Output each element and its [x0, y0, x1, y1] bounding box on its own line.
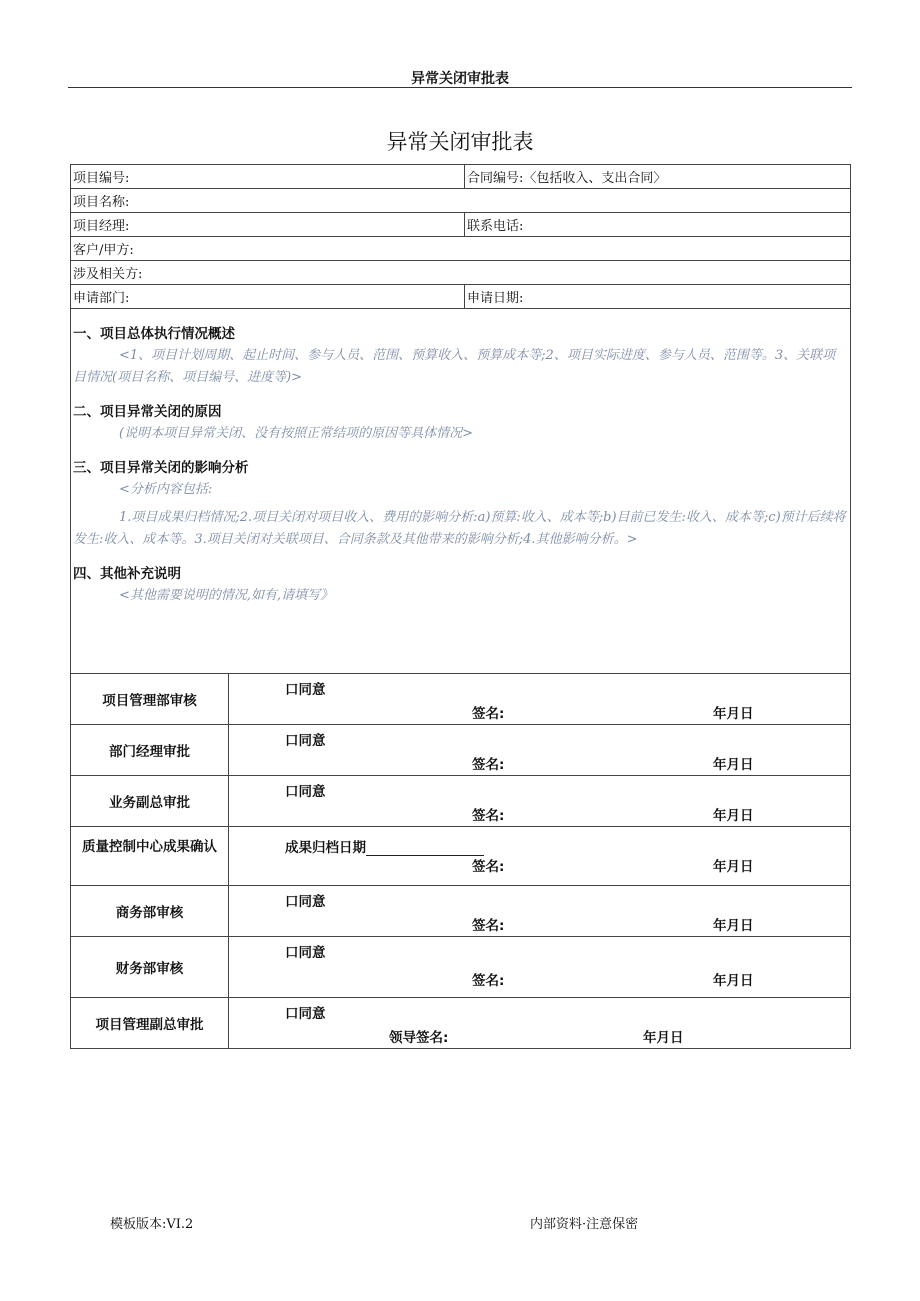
apply-dept-field[interactable]: 申请部门: [71, 285, 465, 309]
client-field[interactable]: 客户/甲方: [71, 237, 851, 261]
signature-label: 签名: [472, 973, 505, 989]
section-hint: (说明本项目异常关闭、没有按照正常结项的原因等具体情况> [119, 426, 473, 441]
signature-label: 签名: [472, 918, 505, 934]
apply-date-field[interactable]: 申请日期: [465, 285, 851, 309]
approval-label: 商务部审核 [71, 886, 229, 937]
agree-checkbox[interactable]: 口同意 [285, 784, 326, 800]
header-divider [68, 87, 852, 88]
date-label: 年月日 [713, 706, 754, 722]
signature-label: 签名: [472, 706, 505, 722]
approval-sign-cell[interactable] [229, 674, 851, 725]
template-version: 模板版本:VI.2 [110, 1217, 194, 1232]
approval-sign-cell[interactable] [229, 998, 851, 1049]
approval-label: 项目管理副总审批 [71, 998, 229, 1049]
contact-phone-field[interactable]: 联系电话: [465, 213, 851, 237]
project-no-field[interactable]: 项目编号: [71, 165, 465, 189]
project-manager-field[interactable]: 项目经理: [71, 213, 465, 237]
agree-checkbox[interactable]: 口同意 [285, 945, 326, 961]
signature-label: 签名: [472, 808, 505, 824]
approval-form-table [70, 164, 851, 1049]
date-label: 年月日 [713, 918, 754, 934]
approval-label: 财务部审核 [71, 937, 229, 998]
date-label: 年月日 [713, 757, 754, 773]
section-heading: 二、项目异常关闭的原因 [73, 404, 222, 420]
section-heading: 四、其他补充说明 [73, 566, 181, 582]
archive-date-label[interactable]: 成果归档日期 [285, 836, 484, 856]
section-heading: 一、项目总体执行情况概述 [73, 326, 235, 342]
leader-signature-label: 领导签名: [389, 1030, 449, 1046]
agree-checkbox[interactable]: 口同意 [285, 682, 326, 698]
approval-sign-cell[interactable] [229, 725, 851, 776]
archive-date-blank[interactable] [366, 842, 484, 856]
approval-sign-cell[interactable] [229, 886, 851, 937]
approval-sign-cell[interactable] [229, 776, 851, 827]
date-label: 年月日 [713, 808, 754, 824]
approval-label: 项目管理部审核 [71, 674, 229, 725]
document-title: 异常关闭审批表 [386, 130, 534, 154]
description-area[interactable] [71, 309, 851, 674]
confidential-notice: 内部资料·注意保密 [530, 1217, 639, 1232]
signature-label: 签名: [472, 757, 505, 773]
approval-sign-cell[interactable] [229, 827, 851, 886]
contract-no-field[interactable]: 合同编号:〈包括收入、支出合同〉 [465, 165, 851, 189]
section-hint: <1、项目计划周期、起止时间、参与人员、范围、预算收入、预算成本等;2、项目实际进度、参与人员、范围等。3、关联项目情况(项目名称、项目编号、进度等)> [73, 348, 836, 385]
agree-checkbox[interactable]: 口同意 [285, 733, 326, 749]
date-label: 年月日 [713, 973, 754, 989]
project-name-field[interactable]: 项目名称: [71, 189, 851, 213]
date-label: 年月日 [713, 859, 754, 875]
section-hint: <分析内容包括: [119, 482, 213, 497]
signature-label: 签名: [472, 859, 505, 875]
approval-label: 业务副总审批 [71, 776, 229, 827]
running-header-title: 异常关闭审批表 [411, 71, 509, 87]
agree-checkbox[interactable]: 口同意 [285, 894, 326, 910]
section-hint: <其他需要说明的情况,如有,请填写》 [119, 588, 334, 603]
approval-label: 部门经理审批 [71, 725, 229, 776]
approval-sign-cell[interactable] [229, 937, 851, 998]
section-heading: 三、项目异常关闭的影响分析 [73, 460, 249, 476]
related-parties-field[interactable]: 涉及相关方: [71, 261, 851, 285]
agree-checkbox[interactable]: 口同意 [285, 1006, 326, 1022]
approval-label: 质量控制中心成果确认 [71, 827, 229, 886]
section-hint-detail: 1.项目成果归档情况;2.项目关闭对项目收入、费用的影响分析:a)预算:收入、成本等;b)目前已发生:收入、成本等;c)预计后续将发生:收入、成本等。3.项目关闭对关联项目、合同条款及其他带来的影响分析;4.其他影响分析。> [73, 510, 846, 547]
date-label: 年月日 [643, 1030, 684, 1046]
